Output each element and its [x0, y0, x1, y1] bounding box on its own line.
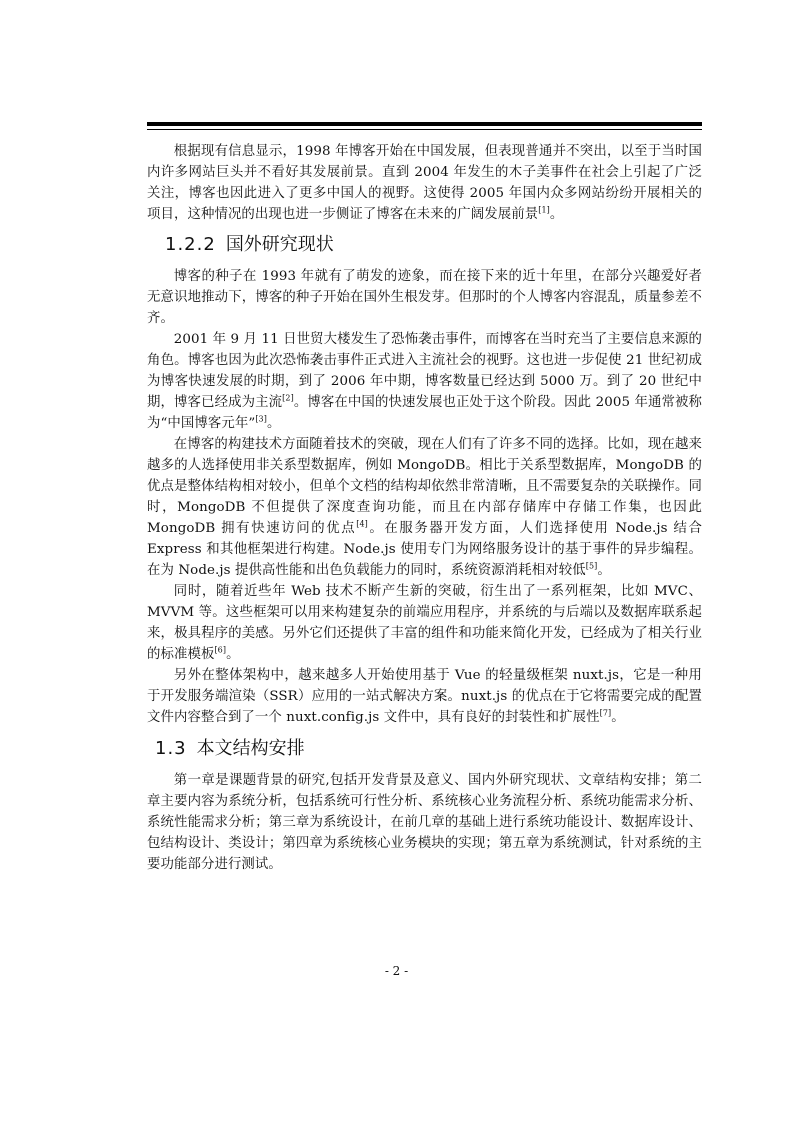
- header-rule-thin: [147, 129, 702, 130]
- paragraph-2: 2001 年 9 月 11 日世贸大楼发生了恐怖袭击事件，而博客在当时充当了主要信息来源的角色。博客也因为此次恐怖袭击事件正式进入主流社会的视野。这也进一步促使 21 世纪初成为博客快速发展的时期，到了 2006 年中期，博客数量已经达到 5000 万。到了 20 世纪中期，博客已经成为主流[2]。博客在中国的快速发展也正处于这个阶段。因此 2005 年通常被称为“中国博客元年”[3]。: [147, 332, 703, 431]
- paragraph-1: 博客的种子在 1993 年就有了萌发的迹象，而在接下来的近十年里，在部分兴趣爱好者无意识地推动下，博客的种子开始在国外生根发芽。但那时的个人博客内容混乱，质量参差不齐。: [147, 269, 702, 326]
- paragraph-3: 在博客的构建技术方面随着技术的突破，现在人们有了许多不同的选择。比如，现在越来越多的人选择使用非关系型数据库，例如 MongoDB。相比于关系型数据库，MongoDB 的优点是整体结构相对较小，但单个文档的结构却依然非常清晰，且不需要复杂的关联操作。同时，MongoDB 不但提供了深度查询功能，而且在内部存储库中存储工作集，也因此 MongoDB 拥有快速访问的优点[4]。在服务器开发方面，人们选择使用 Node.js 结合 Express 和其他框架进行构建。Node.js 使用专门为网络服务设计的基于事件的异步编程。在为 Node.js 提供高性能和出色负载能力的同时，系统资源消耗相对较低[5]。: [147, 437, 702, 578]
- citation: [6]: [214, 645, 227, 655]
- citation: [5]: [585, 561, 598, 571]
- page-body: [147, 141, 702, 875]
- section-heading-1-3: [155, 734, 702, 764]
- citation: [3]: [255, 414, 267, 424]
- citation: [2]: [282, 393, 294, 403]
- section-title: 本文结构安排: [196, 738, 305, 759]
- citation: [4]: [356, 519, 368, 529]
- paragraph-4: 同时，随着近些年 Web 技术不断产生新的突破，衍生出了一系列框架，比如 MVC、MVVM 等。这些框架可以用来构建复杂的前端应用程序，并系统的与后端以及数据库联系起来，极具程序的美感。另外它们还提供了丰富的组件和功能来简化开发，已经成为了相关行业的标准模板[6]。: [147, 584, 702, 662]
- section-heading-1-2-2: [165, 230, 702, 260]
- citation: [1]: [538, 205, 550, 215]
- section-number: 1.3: [155, 738, 187, 759]
- paragraph-intro: 根据现有信息显示，1998 年博客开始在中国发展，但表现普通并不突出，以至于当时国内许多网站巨头并不看好其发展前景。直到 2004 年发生的木子美事件在社会上引起了广泛关注，博客也因此进入了更多中国人的视野。这使得 2005 年国内众多网站纷纷开展相关的项目，这种情况的出现也进一步侧证了博客在未来的广阔发展前景[1]。: [147, 144, 702, 222]
- page-number: - 2 -: [384, 964, 409, 978]
- section-title: 国外研究现状: [225, 234, 334, 255]
- section-number: 1.2.2: [165, 234, 216, 255]
- paragraph-structure: 第一章是课题背景的研究,包括开发背景及意义、国内外研究现状、文章结构安排；第二章主要内容为系统分析，包括系统可行性分析、系统核心业务流程分析、系统功能需求分析、系统性能需求分析；第三章为系统设计，在前几章的基础上进行系统功能设计、数据库设计、包结构设计、类设计；第四章为系统核心业务模块的实现；第五章为系统测试，针对系统的主要功能部分进行测试。: [147, 773, 702, 872]
- header-rule-thick: [147, 122, 702, 126]
- citation: [7]: [599, 708, 612, 718]
- paragraph-5: 另外在整体架构中，越来越多人开始使用基于 Vue 的轻量级框架 nuxt.js，它是一种用于开发服务端渲染（SSR）应用的一站式解决方案。nuxt.js 的优点在于它将需要完成的配置文件内容整合到了一个 nuxt.config.js 文件中，具有良好的封装性和扩展性[7]。: [147, 668, 702, 725]
